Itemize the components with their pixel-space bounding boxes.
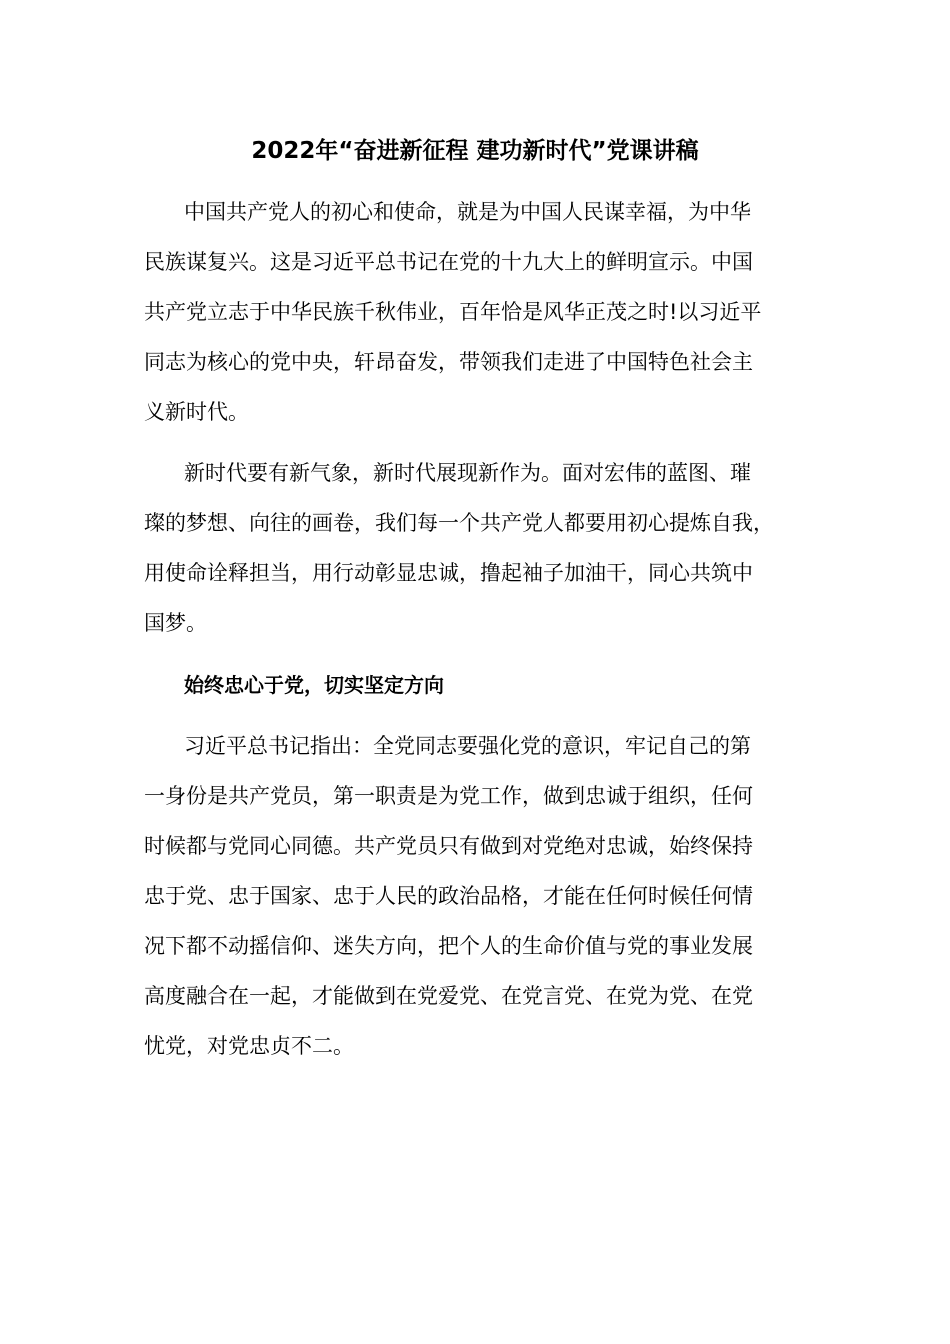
- document-title: 2022年“奋进新征程 建功新时代”党课讲稿: [251, 138, 699, 164]
- paragraph-line: 用使命诠释担当，用行动彰显忠诚，撸起袖子加油干，同心共筑中: [144, 561, 753, 585]
- paragraph-line: 璨的梦想、向往的画卷，我们每一个共产党人都要用初心提炼自我，: [144, 511, 774, 535]
- paragraph-line: 新时代要有新气象，新时代展现新作为。面对宏伟的蓝图、璀: [184, 461, 751, 485]
- paragraph-line: 习近平总书记指出：全党同志要强化党的意识，牢记自己的第: [184, 734, 751, 758]
- paragraph-line: 民族谋复兴。这是习近平总书记在党的十九大上的鲜明宣示。中国: [144, 250, 753, 274]
- paragraph-line: 况下都不动摇信仰、迷失方向，把个人的生命价值与党的事业发展: [144, 934, 753, 958]
- paragraph-line: 国梦。: [144, 611, 207, 635]
- paragraph-line: 同志为核心的党中央，轩昂奋发，带领我们走进了中国特色社会主: [144, 350, 753, 374]
- paragraph-line: 共产党立志于中华民族千秋伟业，百年恰是风华正茂之时!以习近平: [144, 300, 762, 324]
- section-heading: 始终忠心于党，切实坚定方向: [184, 673, 444, 697]
- paragraph-line: 忧党，对党忠贞不二。: [144, 1034, 354, 1058]
- paragraph-line: 忠于党、忠于国家、忠于人民的政治品格，才能在任何时候任何情: [144, 884, 753, 908]
- paragraph-line: 高度融合在一起，才能做到在党爱党、在党言党、在党为党、在党: [144, 984, 753, 1008]
- paragraph-line: 义新时代。: [144, 400, 249, 424]
- paragraph-line: 中国共产党人的初心和使命，就是为中国人民谋幸福，为中华: [184, 200, 751, 224]
- paragraph-line: 时候都与党同心同德。共产党员只有做到对党绝对忠诚，始终保持: [144, 834, 753, 858]
- paragraph-line: 一身份是共产党员，第一职责是为党工作，做到忠诚于组织，任何: [144, 784, 753, 808]
